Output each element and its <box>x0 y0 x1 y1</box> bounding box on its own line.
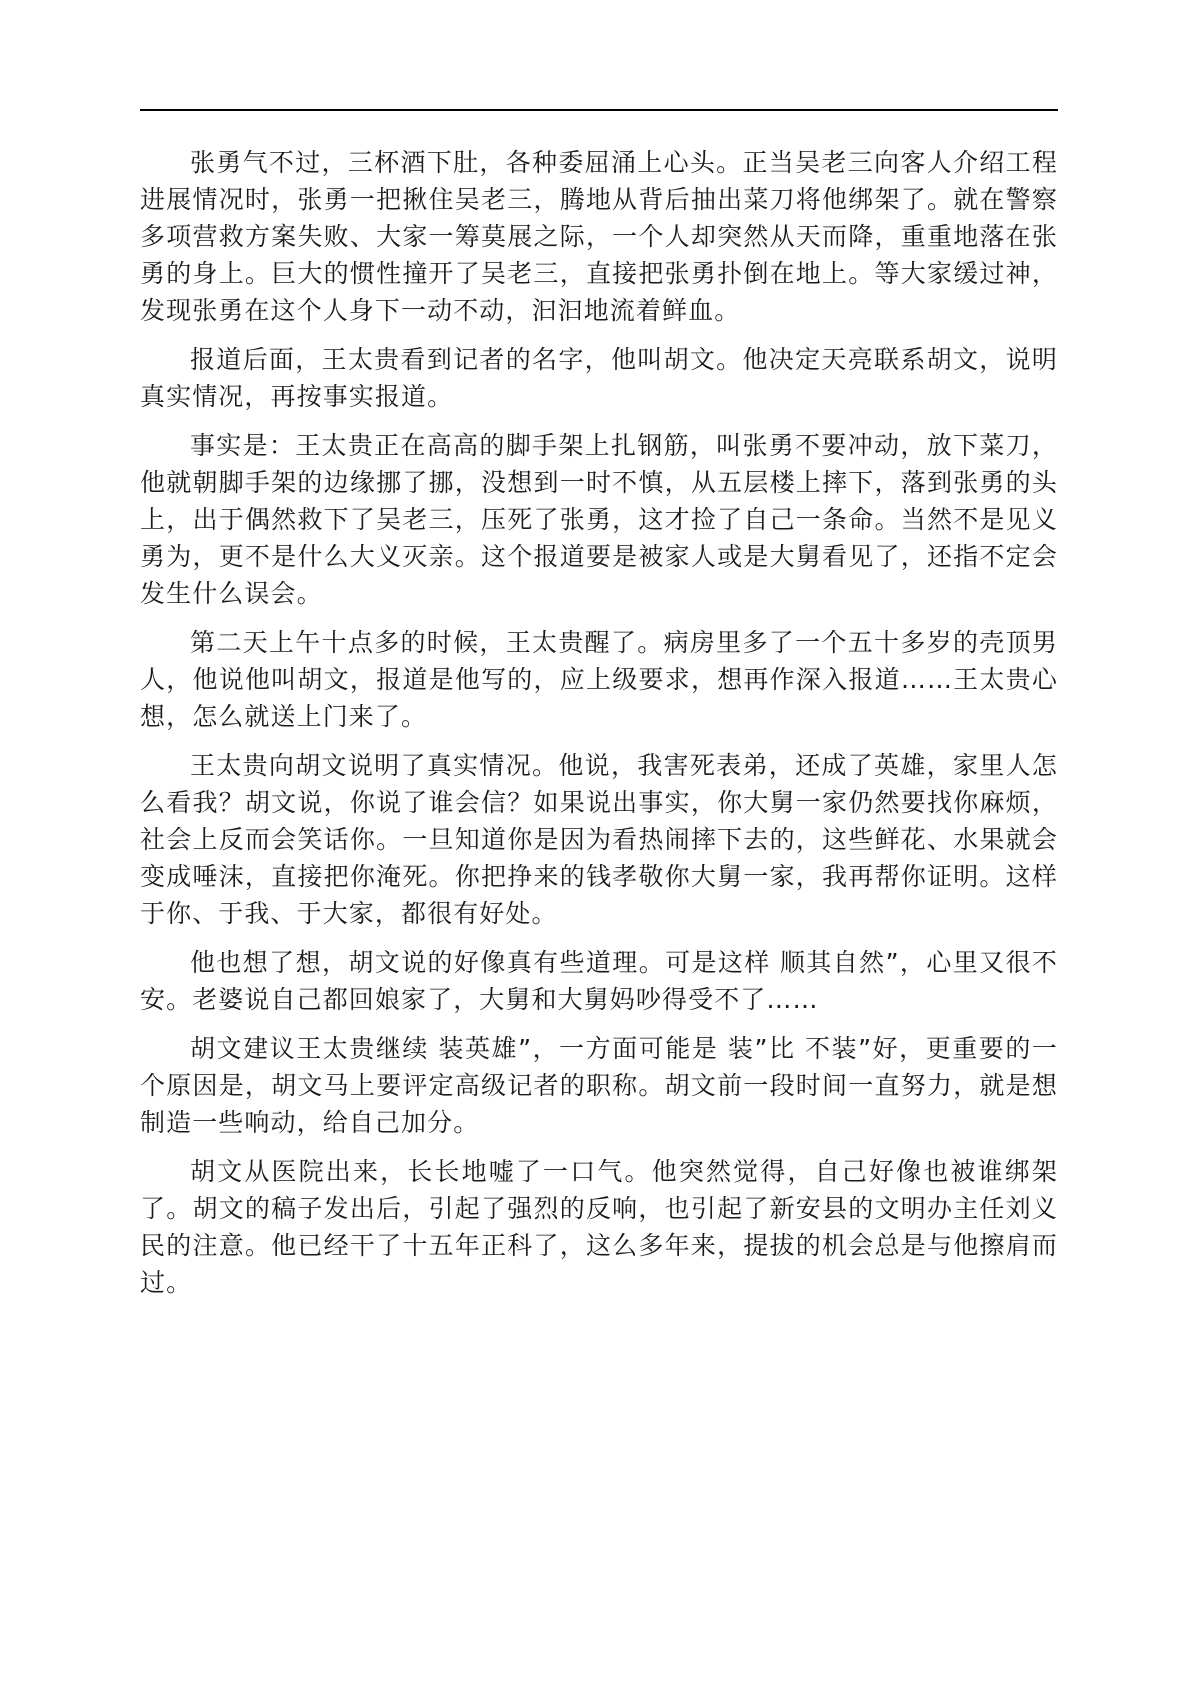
paragraph: 张勇气不过，三杯酒下肚，各种委屈涌上心头。正当吴老三向客人介绍工程进展情况时，张勇一把揪住吴老三，腾地从背后抽出菜刀将他绑架了。就在警察多项营救方案失败、大家一筹莫展之际，一个人却突然从天而降，重重地落在张勇的身上。巨大的惯性撞开了吴老三，直接把张勇扑倒在地上。等大家缓过神，发现张勇在这个人身下一动不动，汩汩地流着鲜血。 <box>140 148 1058 325</box>
paragraph: 报道后面，王太贵看到记者的名字，他叫胡文。他决定天亮联系胡文，说明真实情况，再按事实报道。 <box>140 345 1058 411</box>
body-text <box>140 144 1058 1313</box>
paragraph: 事实是：王太贵正在高高的脚手架上扎钢筋，叫张勇不要冲动，放下菜刀，他就朝脚手架的边缘挪了挪，没想到一时不慎，从五层楼上摔下，落到张勇的头上，出于偶然救下了吴老三，压死了张勇，这才捡了自己一条命。当然不是见义勇为，更不是什么大义灭亲。这个报道要是被家人或是大舅看见了，还指不定会发生什么误会。 <box>140 431 1058 608</box>
paragraph: 王太贵向胡文说明了真实情况。他说，我害死表弟，还成了英雄，家里人怎么看我？胡文说，你说了谁会信？如果说出事实，你大舅一家仍然要找你麻烦，社会上反而会笑话你。一旦知道你是因为看热闹摔下去的，这些鲜花、水果就会变成唾沫，直接把你淹死。你把挣来的钱孝敬你大舅一家，我再帮你证明。这样于你、于我、于大家，都很有好处。 <box>140 751 1058 928</box>
paragraph: 他也想了想，胡文说的好像真有些道理。可是这样 顺其自然”，心里又很不安。老婆说自己都回娘家了，大舅和大舅妈吵得受不了…… <box>140 948 1058 1014</box>
paragraph: 胡文建议王太贵继续 装英雄”，一方面可能是 装”比 不装”好，更重要的一个原因是，胡文马上要评定高级记者的职称。胡文前一段时间一直努力，就是想制造一些响动，给自己加分。 <box>140 1034 1058 1137</box>
paragraph: 胡文从医院出来，长长地嘘了一口气。他突然觉得，自己好像也被谁绑架了。胡文的稿子发出后，引起了强烈的反响，也引起了新安县的文明办主任刘义民的注意。他已经干了十五年正科了，这么多年来，提拔的机会总是与他擦肩而过。 <box>140 1157 1058 1297</box>
paragraph: 第二天上午十点多的时候，王太贵醒了。病房里多了一个五十多岁的壳顶男人，他说他叫胡文，报道是他写的，应上级要求，想再作深入报道……王太贵心想，怎么就送上门来了。 <box>140 628 1058 731</box>
header-rule <box>140 109 1058 111</box>
